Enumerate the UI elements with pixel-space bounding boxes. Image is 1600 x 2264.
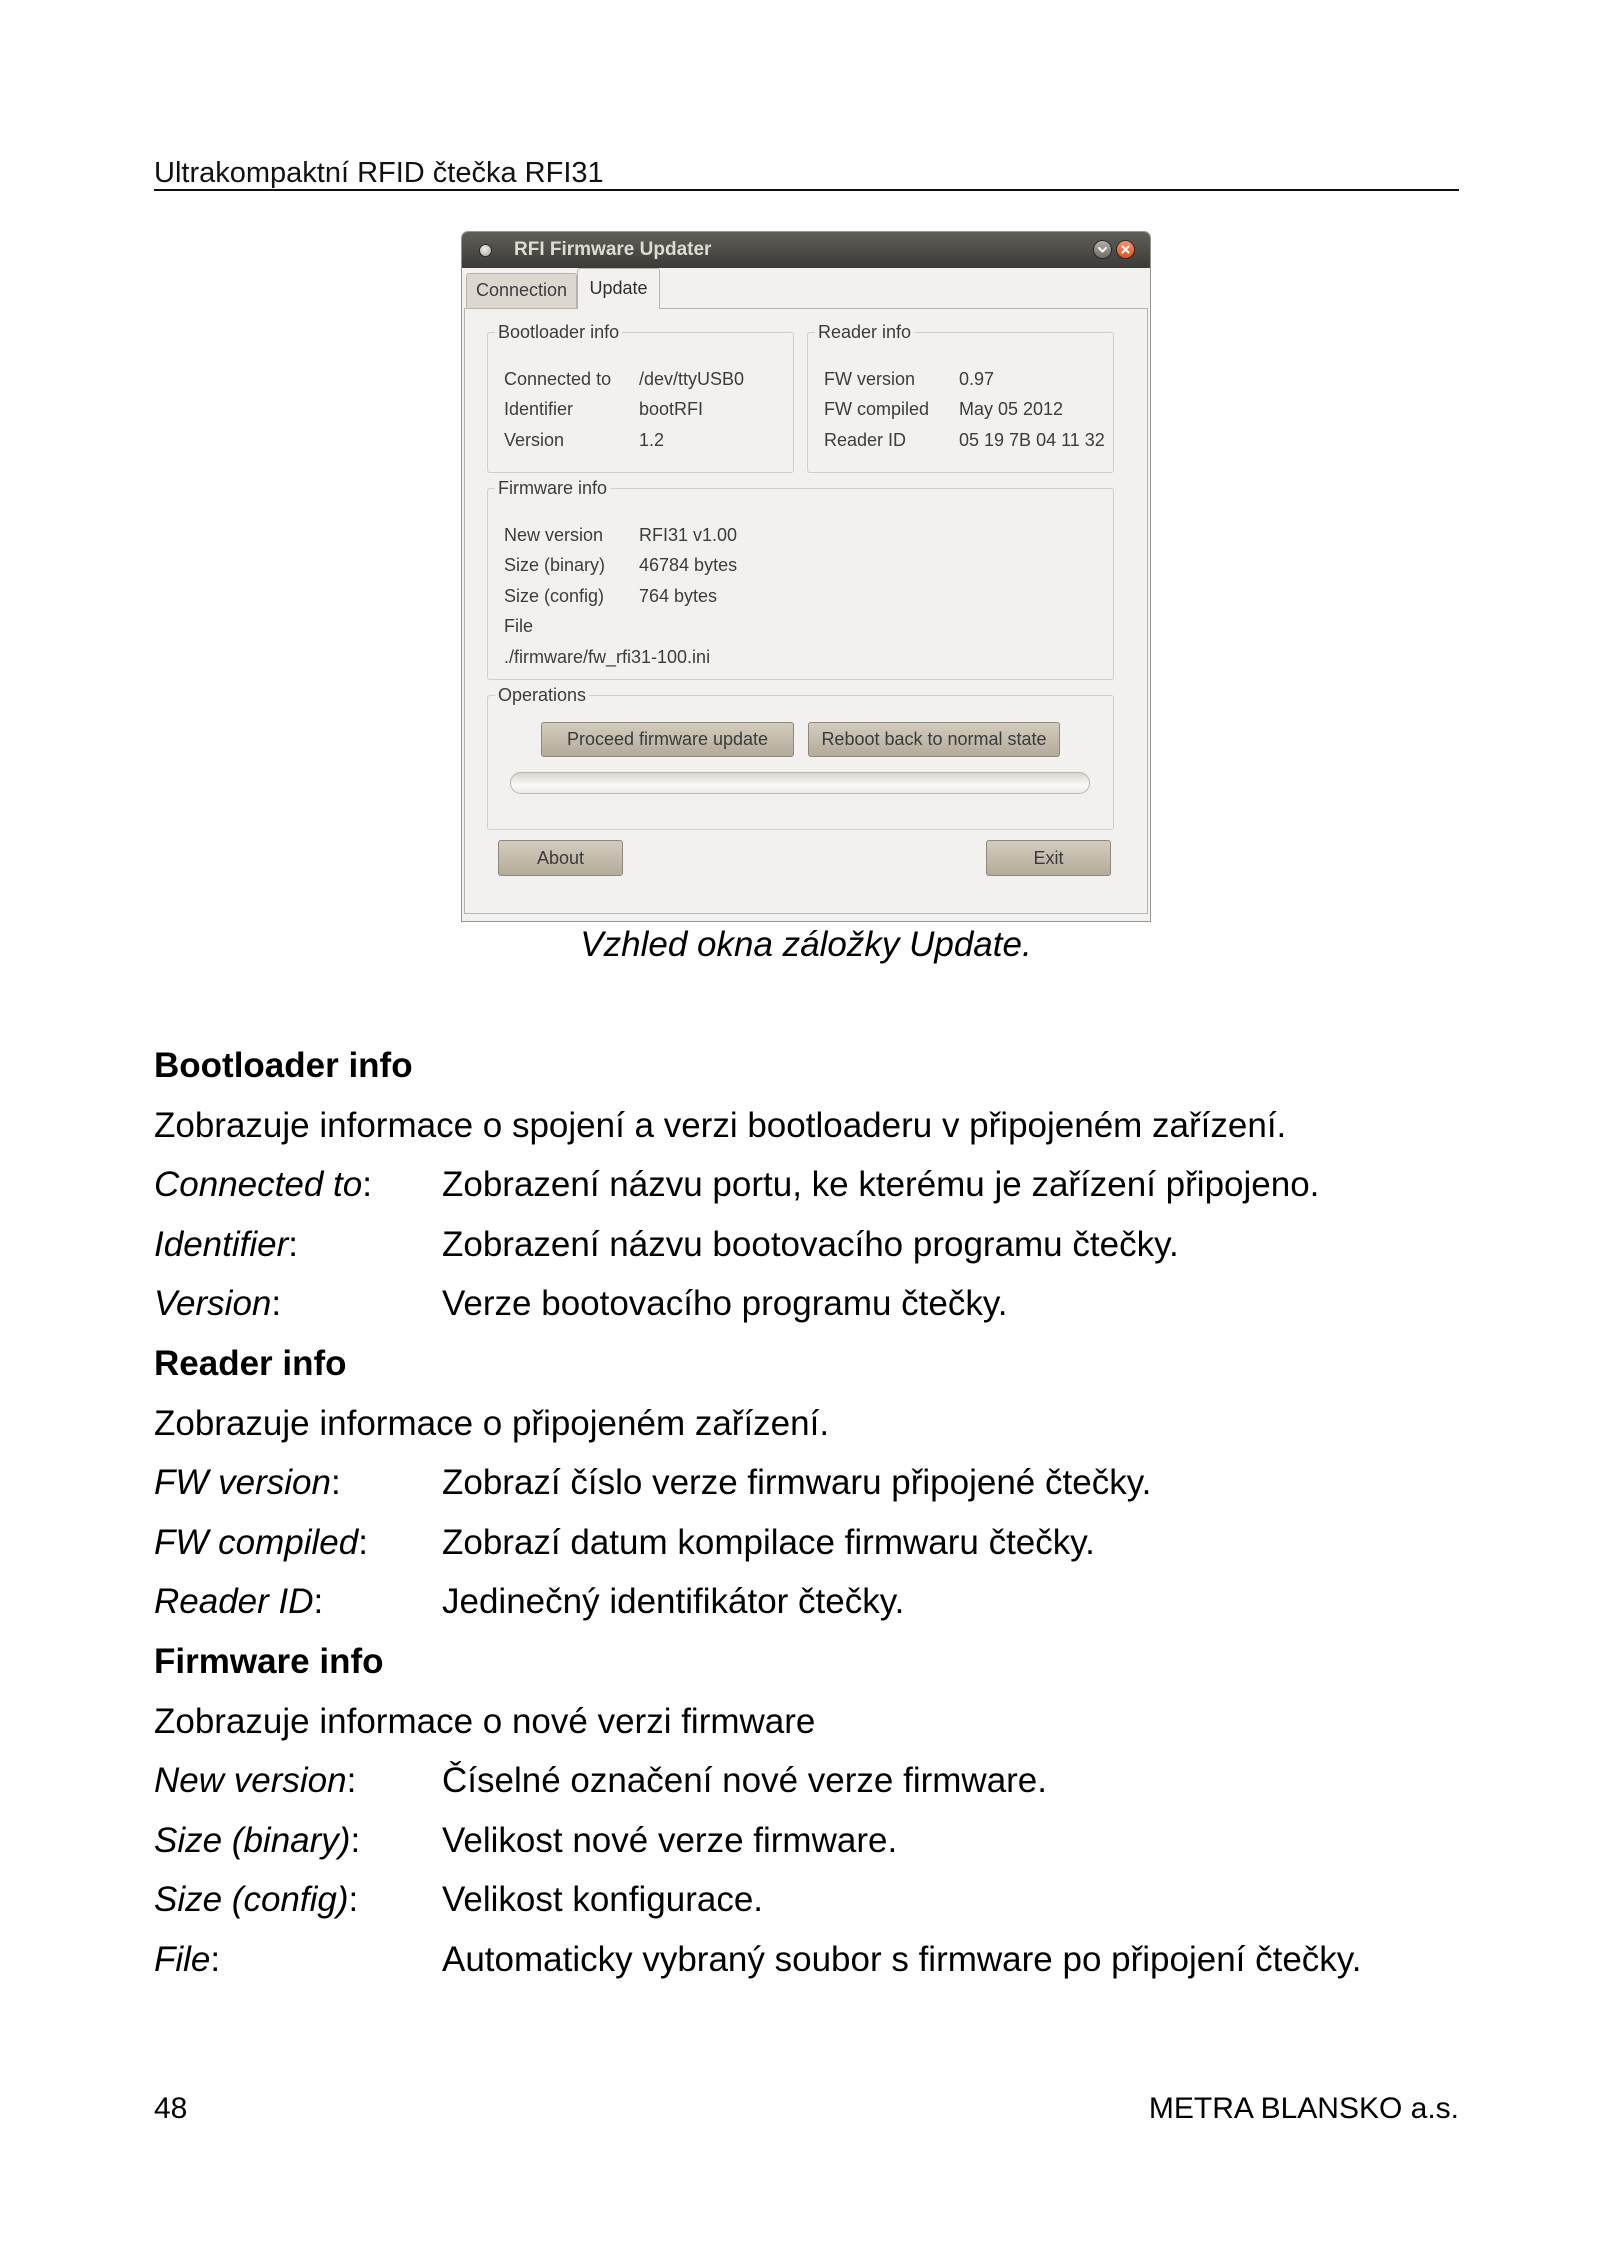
document-body	[154, 1036, 1474, 1990]
definition-colon: :	[348, 1880, 359, 1920]
section-intro: Zobrazuje informace o připojeném zařízení.	[154, 1403, 830, 1443]
definition-row	[154, 1930, 1474, 1990]
fw-compiled-value: May 05 2012	[959, 399, 1064, 419]
definition-term: FW version	[154, 1463, 331, 1503]
definition-term: Version	[154, 1284, 272, 1324]
definition-term: Size (binary)	[154, 1820, 351, 1860]
header-rule	[154, 189, 1459, 191]
reader-id-label: Reader ID	[824, 430, 907, 450]
bootloader-info-title: Bootloader info	[495, 322, 622, 342]
size-config-label: Size (config)	[504, 586, 605, 606]
definition-term-cell	[154, 1513, 442, 1573]
definition-description: Zobrazí číslo verze firmwaru připojené čtečky.	[442, 1463, 1152, 1503]
definition-description: Zobrazení názvu bootovacího programu čtečky.	[442, 1224, 1179, 1264]
fw-compiled-label: FW compiled	[824, 399, 930, 419]
size-binary-label: Size (binary)	[504, 555, 606, 575]
definition-term-cell	[154, 1274, 442, 1334]
definition-description: Číselné označení nové verze firmware.	[442, 1761, 1047, 1801]
definition-description: Zobrazení názvu portu, ke kterému je zařízení připojeno.	[442, 1165, 1320, 1205]
title-bar[interactable]	[462, 232, 1150, 268]
definition-term: Identifier	[154, 1224, 289, 1264]
reader-info-title: Reader info	[815, 322, 914, 342]
identifier-value: bootRFI	[639, 399, 704, 419]
new-version-label: New version	[504, 525, 604, 545]
connected-to-label: Connected to	[504, 369, 612, 389]
section-heading: Bootloader info	[154, 1046, 413, 1085]
section-heading: Firmware info	[154, 1641, 384, 1681]
definition-description: Velikost nové verze firmware.	[442, 1820, 898, 1860]
definition-row	[154, 1155, 1474, 1215]
firmware-updater-window	[461, 231, 1151, 922]
tab-connection[interactable]	[466, 273, 577, 308]
definition-term-cell	[154, 1751, 442, 1811]
definition-term-cell	[154, 1215, 442, 1275]
definition-description: Jedinečný identifikátor čtečky.	[442, 1582, 905, 1622]
definition-description: Automaticky vybraný soubor s firmware po připojení čtečky.	[442, 1939, 1362, 1979]
file-path-value: ./firmware/fw_rfi31-100.ini	[504, 647, 711, 667]
tab-connection-label: Connection	[475, 280, 568, 300]
definition-colon: :	[313, 1582, 324, 1622]
definition-term-cell	[154, 1572, 442, 1632]
file-label: File	[504, 616, 534, 636]
bootloader-version-label: Version	[504, 430, 565, 450]
new-version-value: RFI31 v1.00	[639, 525, 738, 545]
definition-row	[154, 1453, 1474, 1513]
close-button[interactable]	[1116, 240, 1135, 259]
bootloader-version-value: 1.2	[639, 430, 665, 450]
definition-term-cell	[154, 1155, 442, 1215]
definition-colon: :	[330, 1463, 341, 1503]
minimize-button[interactable]	[1093, 240, 1112, 259]
definition-term: FW compiled	[154, 1522, 359, 1562]
definition-term: File	[154, 1939, 211, 1979]
definition-term-cell	[154, 1870, 442, 1930]
about-button[interactable]: About	[498, 840, 623, 876]
firmware-info-title: Firmware info	[495, 478, 610, 498]
definition-colon: :	[210, 1939, 221, 1979]
operations-title: Operations	[495, 685, 589, 705]
minimize-icon	[1094, 241, 1111, 258]
app-icon	[479, 244, 492, 257]
close-icon	[1117, 241, 1134, 258]
definition-row	[154, 1274, 1474, 1334]
definition-term-cell	[154, 1453, 442, 1513]
definition-row	[154, 1513, 1474, 1573]
definition-term: Connected to	[154, 1165, 363, 1205]
exit-button[interactable]: Exit	[986, 840, 1111, 876]
page-number: 48	[154, 2092, 188, 2125]
tab-update[interactable]	[577, 268, 660, 309]
definition-colon: :	[271, 1284, 282, 1324]
identifier-label: Identifier	[504, 399, 574, 419]
operations-frame	[487, 695, 1114, 830]
section-intro: Zobrazuje informace o nové verzi firmware	[154, 1701, 816, 1741]
definition-row	[154, 1572, 1474, 1632]
section-intro: Zobrazuje informace o spojení a verzi bootloaderu v připojeném zařízení.	[154, 1105, 1287, 1145]
fw-version-value: 0.97	[959, 369, 995, 389]
definition-row	[154, 1751, 1474, 1811]
definition-term: New version	[154, 1761, 347, 1801]
figure-caption: Vzhled okna záložky Update.	[580, 925, 1032, 964]
definition-colon: :	[362, 1165, 372, 1205]
window-title: RFI Firmware Updater	[514, 239, 712, 260]
size-config-value: 764 bytes	[639, 586, 718, 606]
reader-id-value: 05 19 7B 04 11 32	[959, 430, 1105, 450]
definition-colon: :	[350, 1820, 361, 1860]
tab-update-label: Update	[589, 278, 648, 298]
section-heading: Reader info	[154, 1343, 347, 1383]
definition-row	[154, 1215, 1474, 1275]
definition-term-cell	[154, 1811, 442, 1871]
definition-row	[154, 1870, 1474, 1930]
connected-to-value: /dev/ttyUSB0	[639, 369, 745, 389]
running-header: Ultrakompaktní RFID čtečka RFI31	[154, 157, 604, 189]
definition-row	[154, 1811, 1474, 1871]
definition-term: Reader ID	[154, 1582, 314, 1622]
proceed-firmware-update-button[interactable]: Proceed firmware update	[541, 722, 794, 757]
definition-description: Velikost konfigurace.	[442, 1880, 764, 1920]
definition-term-cell	[154, 1930, 442, 1990]
definition-colon: :	[346, 1761, 357, 1801]
definition-term: Size (config)	[154, 1880, 349, 1920]
reboot-normal-state-button[interactable]: Reboot back to normal state	[808, 722, 1060, 757]
definition-description: Verze bootovacího programu čtečky.	[442, 1284, 1008, 1324]
fw-version-label: FW version	[824, 369, 916, 389]
definition-description: Zobrazí datum kompilace firmwaru čtečky.	[442, 1522, 1095, 1562]
size-binary-value: 46784 bytes	[639, 555, 738, 575]
definition-colon: :	[288, 1224, 298, 1264]
definition-colon: :	[358, 1522, 368, 1562]
update-progress-bar	[510, 772, 1090, 794]
footer-company: METRA BLANSKO a.s.	[1148, 2092, 1459, 2125]
